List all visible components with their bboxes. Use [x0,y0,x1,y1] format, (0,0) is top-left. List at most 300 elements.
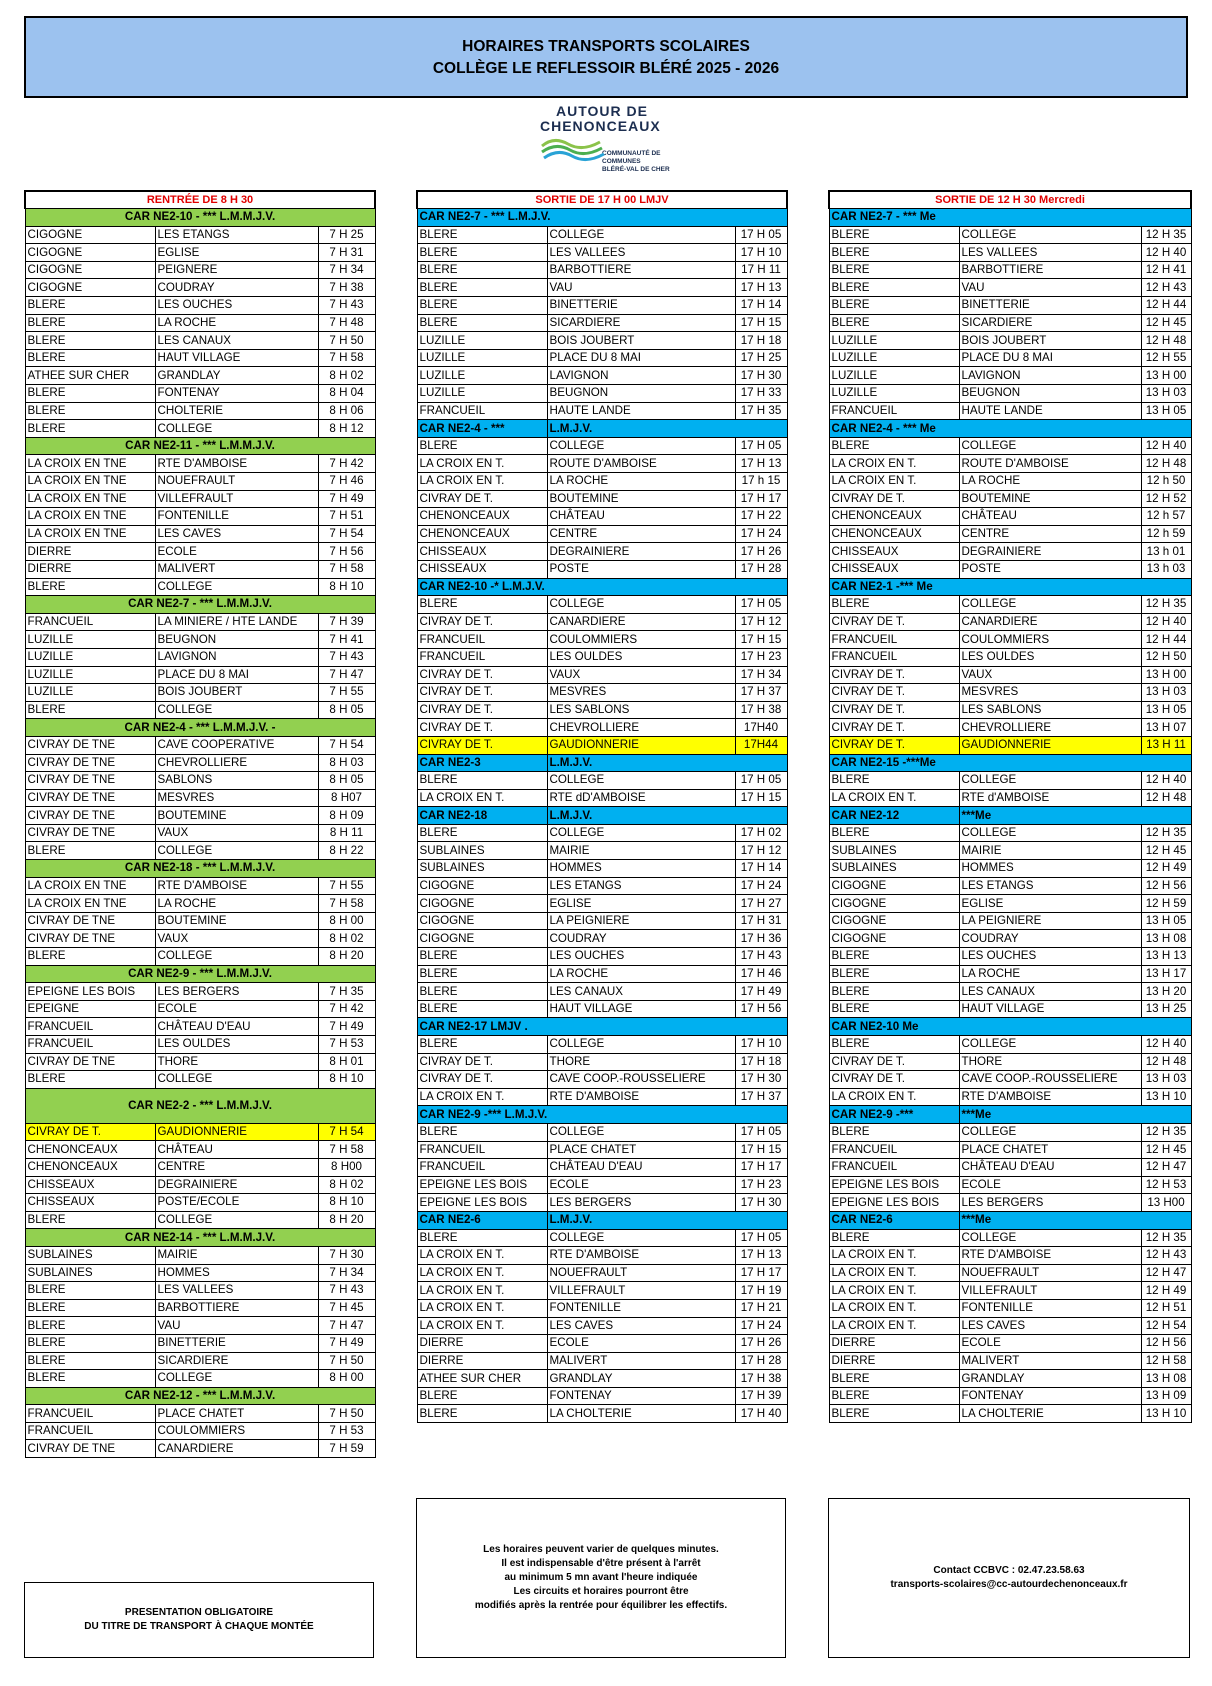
stop-town: FRANCUEIL [829,402,959,420]
stop-time: 12 H 45 [1141,842,1191,860]
stop-row [25,297,375,315]
stop-name: THORE [547,1053,735,1071]
stop-name: FONTENILLE [959,1299,1141,1317]
stop-row [829,1088,1191,1106]
stop-time: 17 H 26 [735,543,787,561]
stop-town: BLERE [25,1317,155,1335]
stop-town: BLERE [829,1036,959,1054]
stop-time: 17 H 30 [735,1071,787,1089]
stop-row [417,1352,787,1370]
schedule-table [24,190,376,1458]
note-line: Il est indispensable d'être présent à l'arrêt [501,1558,701,1569]
stop-name: COLLEGE [547,1229,735,1247]
stop-town: BLERE [417,226,547,244]
stop-town: CIVRAY DE T. [417,736,547,754]
stop-name: CENTRE [155,1158,318,1176]
stop-row [829,666,1191,684]
stop-row [417,877,787,895]
stop-row [25,1018,375,1036]
route-name: CAR NE2-12 - *** L.M.M.J.V. [25,1387,375,1405]
schedule-title: RENTRÉE DE 8 H 30 [25,191,375,209]
stop-town: BLERE [25,402,155,420]
stop-town: LA CROIX EN T. [417,473,547,491]
stop-town: LUZILLE [417,385,547,403]
route-header-row [829,420,1191,438]
stop-name: LA ROCHE [547,965,735,983]
stop-name: COLLEGE [547,1036,735,1054]
stop-row [417,842,787,860]
stop-time: 7 H 55 [318,684,375,702]
stop-town: CIVRAY DE T. [417,1053,547,1071]
stop-row [417,314,787,332]
schedule-title-row [25,191,375,209]
stop-row [829,701,1191,719]
stop-name: LAVIGNON [959,367,1141,385]
route-name: CAR NE2-3 [417,754,547,772]
stop-time: 12 H 45 [1141,314,1191,332]
stop-name: CAVE COOPERATIVE [155,736,318,754]
contact-phone: Contact CCBVC : 02.47.23.58.63 [933,1565,1085,1576]
stop-time: 17 H 15 [735,1141,787,1159]
stop-town: BLERE [25,701,155,719]
stop-name: MESVRES [959,684,1141,702]
stop-town: LUZILLE [829,332,959,350]
stop-town: FRANCUEIL [25,613,155,631]
stop-time: 12 H 55 [1141,349,1191,367]
route-name: CAR NE2-7 - *** Me [829,209,1191,227]
route-header-row [25,1088,375,1123]
stop-town: EPEIGNE [25,1000,155,1018]
stop-name: VAU [959,279,1141,297]
stop-time: 8 H 20 [318,948,375,966]
stop-row [829,965,1191,983]
stop-time: 12 H 35 [1141,824,1191,842]
stop-time: 8 H07 [318,789,375,807]
stop-time: 17H44 [735,736,787,754]
stop-row [829,1036,1191,1054]
stop-town: SUBLAINES [25,1246,155,1264]
stop-time: 13 H 10 [1141,1405,1191,1423]
stop-town: BLERE [25,1334,155,1352]
stop-name: DEGRAINIERE [155,1176,318,1194]
stop-town: BLERE [417,596,547,614]
stop-row [25,1299,375,1317]
stop-row [417,1088,787,1106]
stop-town: BLERE [417,314,547,332]
stop-town: BLERE [417,437,547,455]
stop-time: 17 H 05 [735,596,787,614]
stop-row [417,560,787,578]
stop-name: COLLEGE [959,1229,1141,1247]
stop-town: SUBLAINES [417,842,547,860]
stop-time: 17 H 31 [735,912,787,930]
stop-row [25,1317,375,1335]
stop-row [829,1123,1191,1141]
stop-town: CIVRAY DE T. [829,613,959,631]
stop-row [829,877,1191,895]
stop-name: DEGRAINIERE [959,543,1141,561]
stop-name: GAUDIONNERIE [547,736,735,754]
stop-town: LA CROIX EN TNE [25,525,155,543]
stop-name: RTE D'AMBOISE [959,1088,1141,1106]
note-line: Les horaires peuvent varier de quelques minutes. [483,1544,719,1555]
stop-time: 7 H 43 [318,648,375,666]
stop-name: COLLEGE [547,226,735,244]
stop-row [417,1247,787,1265]
stop-time: 7 H 50 [318,1405,375,1423]
stop-time: 8 H 10 [318,1194,375,1212]
stop-town: CIVRAY DE T. [417,490,547,508]
stop-town: FRANCUEIL [417,402,547,420]
stop-time: 12 H 59 [1141,895,1191,913]
stop-row [417,1194,787,1212]
stop-name: ECOLE [155,1000,318,1018]
stop-town: SUBLAINES [829,842,959,860]
stop-row [417,385,787,403]
stop-name: CENTRE [547,525,735,543]
stop-time: 12 H 43 [1141,279,1191,297]
stop-time: 17 H 38 [735,701,787,719]
stop-name: NOUEFRAULT [547,1264,735,1282]
stop-time: 12 H 53 [1141,1176,1191,1194]
stop-name: FONTENAY [155,385,318,403]
stop-time: 12 H 48 [1141,1053,1191,1071]
stop-name: BOUTEMINE [959,490,1141,508]
stop-name: LA CHOLTERIE [547,1405,735,1423]
stop-row [25,983,375,1001]
stop-town: CIVRAY DE TNE [25,1440,155,1458]
stop-town: CIVRAY DE TNE [25,736,155,754]
stop-town: CHENONCEAUX [25,1141,155,1159]
stop-row [25,543,375,561]
stop-town: FRANCUEIL [417,1159,547,1177]
stop-time: 12 H 35 [1141,1229,1191,1247]
stop-name: FONTENAY [547,1387,735,1405]
stop-row [417,860,787,878]
stop-row [25,1176,375,1194]
stop-row [417,701,787,719]
stop-row [417,719,787,737]
stop-town: LA CROIX EN T. [417,455,547,473]
stop-name: COLLEGE [155,948,318,966]
stop-row [829,789,1191,807]
stop-town: BLERE [829,244,959,262]
stop-row [417,983,787,1001]
stop-row [25,613,375,631]
route-name: CAR NE2-7 - *** L.M.J.V. [417,209,787,227]
stop-time: 17 H 25 [735,349,787,367]
stop-row [417,543,787,561]
stop-name: LES VALLEES [959,244,1141,262]
stop-town: DIERRE [417,1335,547,1353]
stop-name: POSTE/ECOLE [155,1194,318,1212]
stop-name: LES OULDES [547,648,735,666]
stop-town: CIVRAY DE T. [417,666,547,684]
stop-name: RTE D'AMBOISE [155,877,318,895]
stop-name: LES CAVES [155,525,318,543]
stop-name: LA PEIGNIERE [959,912,1141,930]
stop-town: FRANCUEIL [417,648,547,666]
stop-time: 17H40 [735,719,787,737]
stop-name: LA ROCHE [959,965,1141,983]
stop-town: CIVRAY DE TNE [25,1053,155,1071]
stop-name: BINETTERIE [547,297,735,315]
stop-row [417,1229,787,1247]
route-days: ***Me [959,1211,1191,1229]
stop-row [25,1282,375,1300]
stop-name: POSTE [547,560,735,578]
stop-row [417,1141,787,1159]
note-presentation [24,1582,374,1658]
stop-row [829,1335,1191,1353]
stop-town: BLERE [417,297,547,315]
stop-town: LA CROIX EN T. [417,1299,547,1317]
stop-row [417,1387,787,1405]
stop-name: HOMMES [547,860,735,878]
route-header-row [417,1018,787,1036]
stop-town: LUZILLE [25,631,155,649]
stop-name: COLLEGE [155,1071,318,1089]
stop-town: LUZILLE [25,684,155,702]
stop-town: BLERE [417,824,547,842]
stop-row [25,789,375,807]
stop-row [829,1194,1191,1212]
stop-town: CIGOGNE [417,930,547,948]
stop-name: EGLISE [155,244,318,262]
stop-row [25,1422,375,1440]
route-header-row [829,1106,1191,1124]
stop-name: SICARDIERE [547,314,735,332]
stop-town: ATHEE SUR CHER [417,1370,547,1388]
route-header-row [25,719,375,737]
stop-town: CIVRAY DE T. [417,719,547,737]
stop-name: PLACE CHATET [959,1141,1141,1159]
stop-town: CIVRAY DE TNE [25,930,155,948]
stop-time: 12 H 48 [1141,455,1191,473]
stop-row [417,1405,787,1423]
stop-name: COUDRAY [547,930,735,948]
stop-time: 13 H 17 [1141,965,1191,983]
stop-time: 13 H 11 [1141,736,1191,754]
stop-town: LA CROIX EN T. [829,1282,959,1300]
stop-row [829,1053,1191,1071]
stop-town: CIGOGNE [25,279,155,297]
header-title-line2: COLLÈGE LE REFLESSOIR BLÉRÉ 2025 - 2026 [432,60,780,77]
stop-town: BLERE [25,1071,155,1089]
stop-time: 7 H 49 [318,490,375,508]
stop-row [829,1282,1191,1300]
stop-row [25,754,375,772]
stop-town: LA CROIX EN T. [417,1247,547,1265]
stop-row [25,648,375,666]
stop-name: LES SABLONS [959,701,1141,719]
stop-town: LA CROIX EN T. [829,789,959,807]
stop-town: LA CROIX EN T. [829,455,959,473]
stop-name: LES OULDES [155,1036,318,1054]
stop-time: 7 H 39 [318,613,375,631]
stop-name: NOUEFRAULT [155,473,318,491]
stop-row [25,332,375,350]
stop-name: LA PEIGNIERE [547,912,735,930]
route-name: CAR NE2-2 - *** L.M.M.J.V. [25,1088,375,1123]
stop-name: LES CANAUX [959,983,1141,1001]
stop-name: CENTRE [959,525,1141,543]
stop-name: VAU [547,279,735,297]
stop-row [25,930,375,948]
stop-town: CIVRAY DE TNE [25,789,155,807]
stop-town: LUZILLE [25,666,155,684]
stop-row [829,930,1191,948]
contact-email[interactable]: transports-scolaires@cc-autourdechenonceaux.fr [890,1579,1128,1590]
stop-name: COLLEGE [547,437,735,455]
stop-name: ROUTE D'AMBOISE [959,455,1141,473]
stop-row [829,1247,1191,1265]
stop-row [829,842,1191,860]
stop-name: CHEVROLLIERE [959,719,1141,737]
stop-time: 17 H 17 [735,490,787,508]
stop-town: LA CROIX EN T. [417,1088,547,1106]
stop-row [417,789,787,807]
stop-row [417,1370,787,1388]
stop-row [417,508,787,526]
route-header-row [417,209,787,227]
stop-town: FRANCUEIL [829,1141,959,1159]
stop-town: BLERE [829,948,959,966]
stop-town: BLERE [25,385,155,403]
stop-time: 17 H 10 [735,1036,787,1054]
stop-time: 17 H 13 [735,279,787,297]
stop-time: 7 H 47 [318,1317,375,1335]
stop-row [829,824,1191,842]
stop-name: HAUT VILLAGE [547,1000,735,1018]
stop-town: BLERE [829,314,959,332]
stop-town: BLERE [417,279,547,297]
header-title-line1: HORAIRES TRANSPORTS SCOLAIRES [462,38,750,55]
stop-name: SABLONS [155,772,318,790]
stop-name: LAVIGNON [155,648,318,666]
stop-town: CIVRAY DE T. [829,719,959,737]
stop-row [417,402,787,420]
stop-name: LES VALLEES [155,1282,318,1300]
stop-time: 13 H 13 [1141,948,1191,966]
stop-time: 17 H 12 [735,842,787,860]
stop-name: COLLEGE [155,1370,318,1388]
stop-town: FRANCUEIL [25,1018,155,1036]
route-header-row [829,1018,1191,1036]
stop-time: 17 H 46 [735,965,787,983]
stop-name: CANARDIERE [547,613,735,631]
stop-row [25,1352,375,1370]
stop-town: LA CROIX EN T. [829,1247,959,1265]
stop-town: CIVRAY DE T. [417,613,547,631]
stop-name: COLLEGE [155,842,318,860]
stop-row [829,631,1191,649]
stop-time: 13 H 05 [1141,701,1191,719]
stop-time: 7 H 54 [318,1123,375,1141]
stop-name: CHOLTERIE [155,402,318,420]
stop-name: HOMMES [155,1264,318,1282]
route-header-row [829,1211,1191,1229]
route-days: L.M.J.V. [547,807,787,825]
stop-row [25,895,375,913]
stop-town: BLERE [25,314,155,332]
route-header-row [417,807,787,825]
stop-time: 12 H 41 [1141,261,1191,279]
stop-name: ECOLE [959,1335,1141,1353]
stop-time: 7 H 34 [318,1264,375,1282]
stop-name: LES SABLONS [547,701,735,719]
stop-name: MALIVERT [547,1352,735,1370]
stop-time: 17 H 38 [735,1370,787,1388]
stop-row [25,279,375,297]
stop-row [417,1071,787,1089]
stop-row [25,824,375,842]
stop-name: GAUDIONNERIE [959,736,1141,754]
stop-town: BLERE [829,596,959,614]
stop-time: 13 H 25 [1141,1000,1191,1018]
stop-time: 17 H 05 [735,1123,787,1141]
stop-town: LA CROIX EN TNE [25,508,155,526]
stop-name: ECOLE [547,1176,735,1194]
stop-name: VILLEFRAULT [155,490,318,508]
stop-time: 17 H 05 [735,1229,787,1247]
stop-name: COLLEGE [959,1036,1141,1054]
stop-name: BINETTERIE [959,297,1141,315]
stop-time: 13 H 03 [1141,1071,1191,1089]
stop-name: THORE [155,1053,318,1071]
stop-time: 12 H 40 [1141,613,1191,631]
stop-town: CHENONCEAUX [829,508,959,526]
stop-time: 12 H 45 [1141,1141,1191,1159]
stop-row [829,684,1191,702]
stop-name: RTE d'AMBOISE [959,789,1141,807]
stop-time: 8 H 02 [318,1176,375,1194]
stop-name: EGLISE [547,895,735,913]
stop-name: COLLEGE [547,824,735,842]
stop-town: FRANCUEIL [417,1141,547,1159]
stop-town: BLERE [417,244,547,262]
stop-time: 12 H 40 [1141,244,1191,262]
stop-row [417,473,787,491]
route-header-row [25,1229,375,1247]
route-name: CAR NE2-9 - *** L.M.M.J.V. [25,965,375,983]
stop-name: CANARDIERE [959,613,1141,631]
stop-row [25,701,375,719]
stop-time: 12 H 49 [1141,860,1191,878]
stop-name: MAIRIE [959,842,1141,860]
stop-name: BARBOTTIERE [959,261,1141,279]
stop-row [25,1158,375,1176]
route-days: ***Me [959,807,1191,825]
stop-time: 17 H 28 [735,1352,787,1370]
route-header-row [25,860,375,878]
stop-town: CHISSEAUX [829,543,959,561]
stop-row [829,543,1191,561]
stop-town: LA CROIX EN T. [829,1264,959,1282]
stop-row [25,1036,375,1054]
stop-row [25,1053,375,1071]
stop-name: COULOMMIERS [547,631,735,649]
stop-town: BLERE [417,1387,547,1405]
stop-time: 7 H 53 [318,1036,375,1054]
stop-town: BLERE [417,983,547,1001]
stop-time: 17 H 24 [735,877,787,895]
stop-row [829,560,1191,578]
stop-name: LES ETANGS [959,877,1141,895]
stop-row [417,824,787,842]
stop-name: HAUT VILLAGE [155,349,318,367]
stop-row [417,965,787,983]
